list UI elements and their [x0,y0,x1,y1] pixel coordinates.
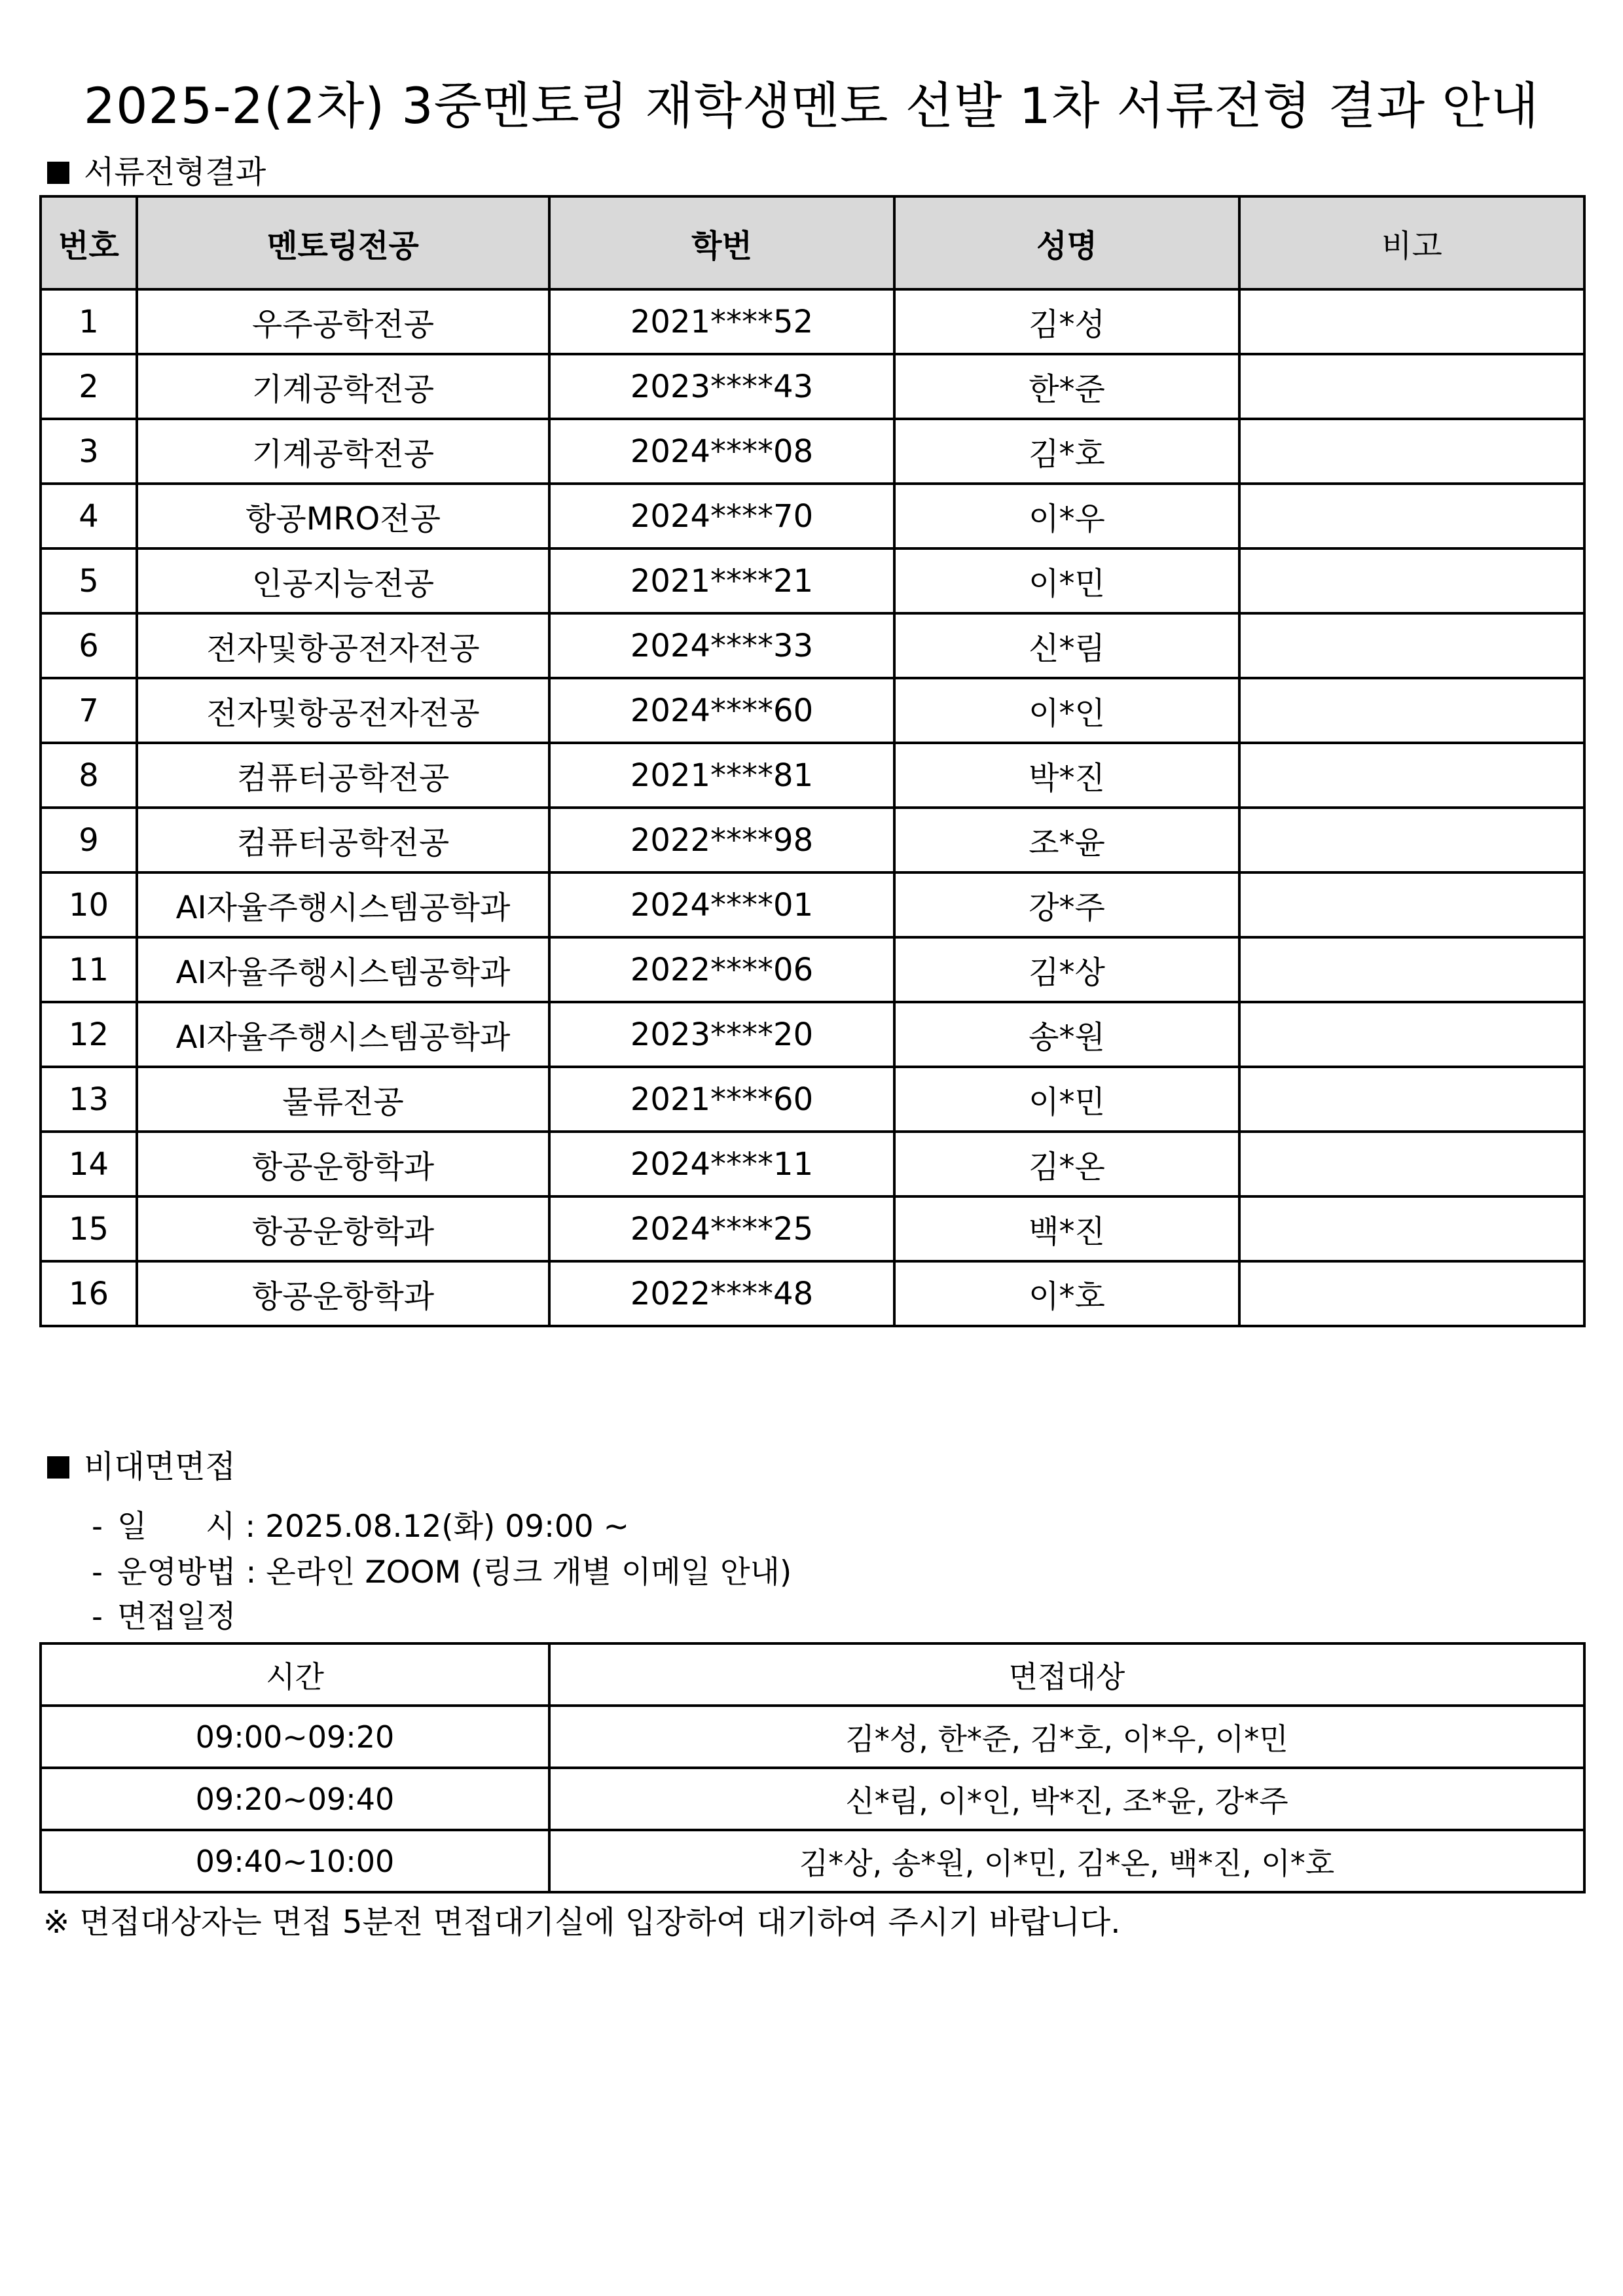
cell-targets: 신*림, 이*인, 박*진, 조*윤, 강*주 [549,1768,1584,1830]
cell-major: 기계공학전공 [137,419,549,484]
cell-name: 이*인 [894,678,1239,743]
column-header-targets: 면접대상 [549,1643,1584,1706]
cell-remarks [1239,1261,1584,1326]
cell-student-id: 2024****01 [549,872,894,937]
table-row [41,1706,1584,1768]
cell-number: 7 [41,678,137,743]
column-header-major: 멘토링전공 [137,196,549,289]
table-row [41,419,1584,484]
table-row [41,1261,1584,1326]
cell-time: 09:40~10:00 [41,1830,549,1892]
cell-major: 전자및항공전자전공 [137,678,549,743]
method-value: 온라인 ZOOM (링크 개별 이메일 안내) [266,1554,792,1590]
cell-number: 1 [41,289,137,354]
cell-name: 박*진 [894,743,1239,808]
cell-number: 6 [41,613,137,678]
cell-number: 10 [41,872,137,937]
cell-student-id: 2023****20 [549,1002,894,1067]
schedule-label: 면접일정 [117,1599,236,1635]
column-header-number: 번호 [41,196,137,289]
interview-datetime: - 일 시 : 2025.08.12(화) 09:00 ~ [92,1509,630,1545]
interview-method: - 운영방법 : 온라인 ZOOM (링크 개별 이메일 안내) [92,1554,792,1590]
cell-remarks [1239,419,1584,484]
cell-number: 13 [41,1067,137,1132]
cell-student-id: 2021****21 [549,548,894,613]
cell-name: 김*호 [894,419,1239,484]
cell-major: 항공운항학과 [137,1261,549,1326]
results-table [39,195,1586,1327]
cell-student-id: 2024****25 [549,1196,894,1261]
results-header-row [41,196,1584,289]
cell-time: 09:20~09:40 [41,1768,549,1830]
cell-remarks [1239,872,1584,937]
method-label: 운영방법 [117,1554,236,1590]
results-section-heading [47,152,266,192]
results-heading-label: 서류전형결과 [84,154,266,190]
table-row [41,678,1584,743]
interview-schedule-table [39,1642,1586,1893]
cell-name: 이*호 [894,1261,1239,1326]
cell-number: 14 [41,1132,137,1196]
cell-time: 09:00~09:20 [41,1706,549,1768]
cell-major: AI자율주행시스템공학과 [137,937,549,1002]
cell-name: 한*준 [894,354,1239,419]
cell-remarks [1239,548,1584,613]
cell-major: AI자율주행시스템공학과 [137,872,549,937]
table-row [41,1132,1584,1196]
cell-name: 이*우 [894,484,1239,548]
table-row [41,484,1584,548]
table-row [41,743,1584,808]
cell-remarks [1239,1067,1584,1132]
interview-schedule-label: - 면접일정 [92,1599,236,1635]
cell-remarks [1239,1002,1584,1067]
datetime-label: 일 시 [117,1509,236,1545]
cell-student-id: 2022****98 [549,808,894,872]
cell-remarks [1239,1196,1584,1261]
table-row [41,1830,1584,1892]
cell-student-id: 2022****48 [549,1261,894,1326]
black-square-bullet-icon [47,162,69,184]
cell-major: 기계공학전공 [137,354,549,419]
cell-major: 컴퓨터공학전공 [137,743,549,808]
cell-name: 조*윤 [894,808,1239,872]
cell-targets: 김*상, 송*원, 이*민, 김*온, 백*진, 이*호 [549,1830,1584,1892]
cell-student-id: 2021****60 [549,1067,894,1132]
table-row [41,613,1584,678]
cell-remarks [1239,678,1584,743]
table-row [41,1002,1584,1067]
cell-major: 컴퓨터공학전공 [137,808,549,872]
cell-student-id: 2023****43 [549,354,894,419]
cell-number: 15 [41,1196,137,1261]
cell-name: 김*상 [894,937,1239,1002]
table-row [41,1196,1584,1261]
page-title: 2025-2(2차) 3중멘토링 재학생멘토 선발 1차 서류전형 결과 안내 [83,77,1540,135]
cell-name: 백*진 [894,1196,1239,1261]
cell-remarks [1239,613,1584,678]
cell-number: 8 [41,743,137,808]
cell-number: 2 [41,354,137,419]
cell-major: 인공지능전공 [137,548,549,613]
cell-number: 12 [41,1002,137,1067]
interview-notice: ※ 면접대상자는 면접 5분전 면접대기실에 입장하여 대기하여 주시기 바랍니다. [43,1904,1121,1941]
table-row [41,548,1584,613]
cell-remarks [1239,1132,1584,1196]
table-row [41,808,1584,872]
column-header-time: 시간 [41,1643,549,1706]
cell-remarks [1239,289,1584,354]
column-header-name: 성명 [894,196,1239,289]
cell-remarks [1239,808,1584,872]
cell-number: 4 [41,484,137,548]
cell-major: 항공MRO전공 [137,484,549,548]
cell-major: AI자율주행시스템공학과 [137,1002,549,1067]
cell-student-id: 2024****70 [549,484,894,548]
cell-remarks [1239,937,1584,1002]
table-row [41,872,1584,937]
table-row [41,354,1584,419]
cell-major: 항공운항학과 [137,1196,549,1261]
table-row [41,937,1584,1002]
cell-student-id: 2021****81 [549,743,894,808]
cell-number: 9 [41,808,137,872]
black-square-bullet-icon [47,1456,69,1479]
cell-remarks [1239,354,1584,419]
cell-number: 3 [41,419,137,484]
cell-name: 이*민 [894,548,1239,613]
cell-number: 11 [41,937,137,1002]
cell-student-id: 2024****08 [549,419,894,484]
cell-remarks [1239,484,1584,548]
cell-name: 송*원 [894,1002,1239,1067]
cell-student-id: 2024****33 [549,613,894,678]
column-header-student-id: 학번 [549,196,894,289]
cell-remarks [1239,743,1584,808]
table-row [41,1067,1584,1132]
cell-student-id: 2024****60 [549,678,894,743]
interview-heading-label: 비대면면접 [84,1448,236,1485]
cell-targets: 김*성, 한*준, 김*호, 이*우, 이*민 [549,1706,1584,1768]
cell-number: 5 [41,548,137,613]
datetime-value: 2025.08.12(화) 09:00 ~ [265,1509,630,1545]
cell-name: 신*림 [894,613,1239,678]
interview-section-heading [47,1447,236,1486]
cell-name: 김*온 [894,1132,1239,1196]
cell-student-id: 2021****52 [549,289,894,354]
cell-student-id: 2024****11 [549,1132,894,1196]
table-row [41,289,1584,354]
table-row [41,1768,1584,1830]
cell-major: 우주공학전공 [137,289,549,354]
cell-name: 강*주 [894,872,1239,937]
cell-student-id: 2022****06 [549,937,894,1002]
cell-name: 이*민 [894,1067,1239,1132]
cell-major: 항공운항학과 [137,1132,549,1196]
column-header-remarks: 비고 [1239,196,1584,289]
schedule-header-row [41,1643,1584,1706]
cell-major: 물류전공 [137,1067,549,1132]
cell-major: 전자및항공전자전공 [137,613,549,678]
cell-name: 김*성 [894,289,1239,354]
cell-number: 16 [41,1261,137,1326]
